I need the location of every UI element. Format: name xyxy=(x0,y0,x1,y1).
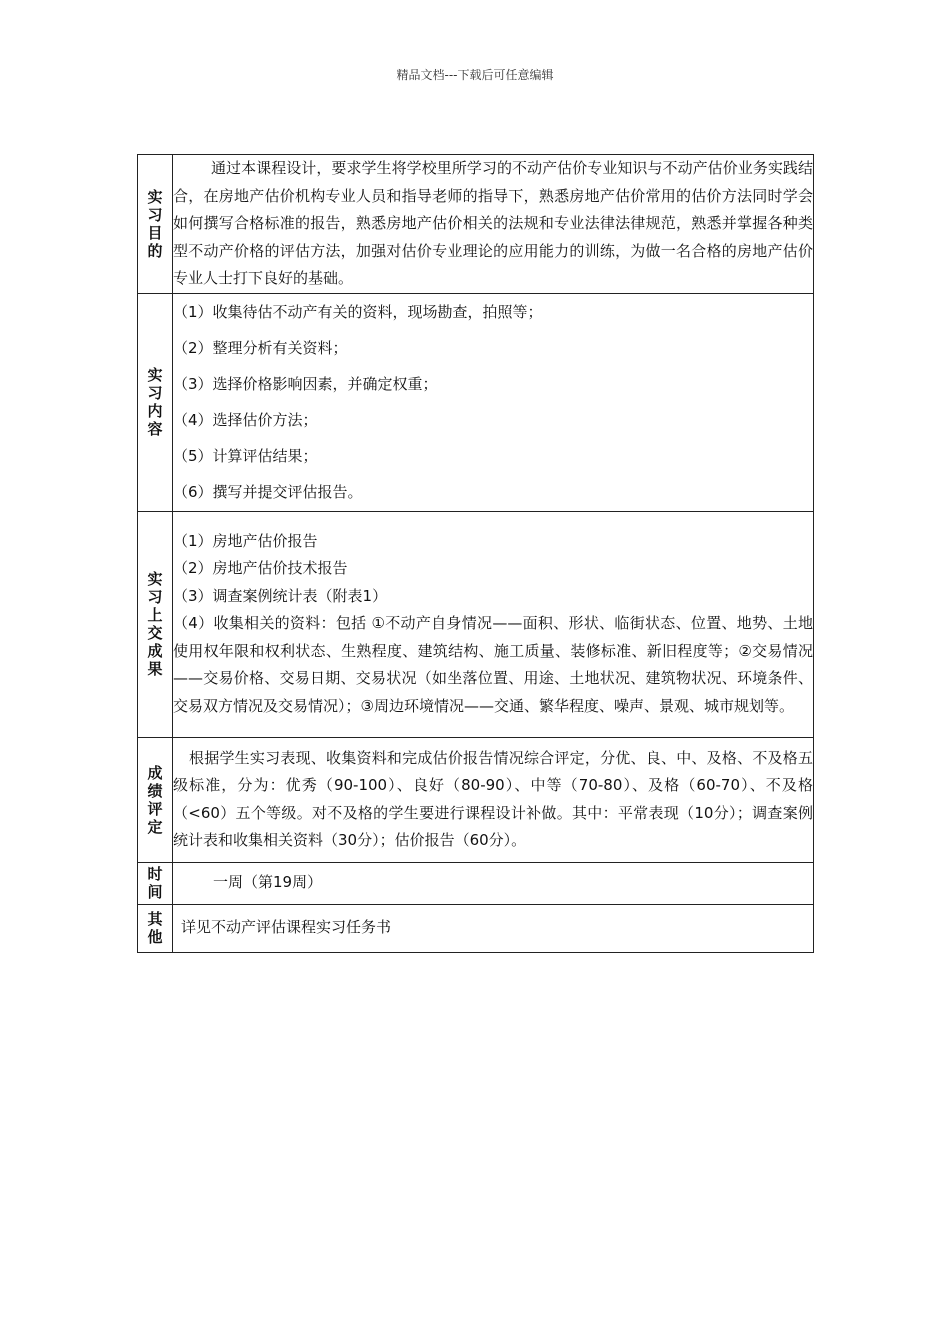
content-item-4: （4）选择估价方法； xyxy=(173,411,318,429)
content-item-6: （6）撰写并提交评估报告。 xyxy=(173,483,363,501)
label-duration xyxy=(138,862,173,904)
label-content-text: 实习内容 xyxy=(147,366,163,438)
deliverable-item-3: （3）调查案例统计表（附表1） xyxy=(173,586,388,605)
content-deliverables xyxy=(173,511,814,737)
label-deliverables xyxy=(138,511,173,737)
internship-task-table xyxy=(137,154,814,953)
content-items xyxy=(173,293,814,511)
other-text: 详见不动产评估课程实习任务书 xyxy=(181,918,392,937)
page-header: 精品文档---下载后可任意编辑 xyxy=(396,68,554,82)
deliverable-item-4: （4）收集相关的资料：包括 ①不动产自身情况——面积、形状、临街状态、位置、地势、土地使用权年限和权利状态、生熟程度、建筑结构、施工质量、装修标准、新旧程度等；②交易情况——交易价格、交易日期、交易状况（如坐落位置、用途、土地状况、建筑物状况、环境条件、交易双方情况及交易情况）；③周边环境情况——交通、繁华程度、噪声、景观、城市规划等。 xyxy=(173,614,813,715)
label-content xyxy=(138,293,173,511)
content-item-1: （1）收集待估不动产有关的资料，现场勘查，拍照等； xyxy=(173,303,543,321)
label-deliverables-text: 实习上交成果 xyxy=(147,570,163,678)
row-other xyxy=(138,904,814,952)
label-other xyxy=(138,904,173,952)
deliverable-item-1: （1）房地产估价报告 xyxy=(173,531,318,550)
label-purpose-text: 实习目的 xyxy=(147,187,163,260)
content-item-5: （5）计算评估结果； xyxy=(173,447,318,465)
content-item-2: （2）整理分析有关资料； xyxy=(173,339,348,357)
grading-paragraph: 根据学生实习表现、收集资料和完成估价报告情况综合评定，分优、良、中、及格、不及格五级标准，分为：优秀（90-100）、良好（80-90）、中等（70-80）、及格（60-70）、不及格（<60）五个等级。对不及格的学生要进行课程设计补做。其中：平常表现（10分）；调查案例统计表和收集相关资料（30分）；估价报告（60分）。 xyxy=(173,748,813,849)
label-grading xyxy=(138,737,173,862)
content-duration xyxy=(173,862,814,904)
row-duration xyxy=(138,862,814,904)
content-purpose xyxy=(173,155,814,294)
row-purpose xyxy=(138,155,814,294)
label-other-text: 其他 xyxy=(147,910,163,946)
content-item-3: （3）选择价格影响因素，并确定权重； xyxy=(173,375,438,393)
row-grading xyxy=(138,737,814,862)
row-content xyxy=(138,293,814,511)
label-purpose xyxy=(138,155,173,294)
purpose-paragraph: 通过本课程设计，要求学生将学校里所学习的不动产估价专业知识与不动产估价业务实践结合，在房地产估价机构专业人员和指导老师的指导下，熟悉房地产估价常用的估价方法同时学会如何撰写合格标准的报告，熟悉房地产估价相关的法规和专业法律法律规范，熟悉并掌握各种类型不动产价格的评估方法，加强对估价专业理论的应用能力的训练，为做一名合格的房地产估价专业人士打下良好的基础。 xyxy=(173,159,813,287)
content-grading xyxy=(173,737,814,862)
deliverable-item-2: （2）房地产估价技术报告 xyxy=(173,559,348,578)
label-grading-text: 成绩评定 xyxy=(147,763,163,836)
label-duration-text: 时间 xyxy=(147,865,163,901)
row-deliverables xyxy=(138,511,814,737)
duration-text: 一周（第19周） xyxy=(213,873,323,892)
content-other xyxy=(173,904,814,952)
